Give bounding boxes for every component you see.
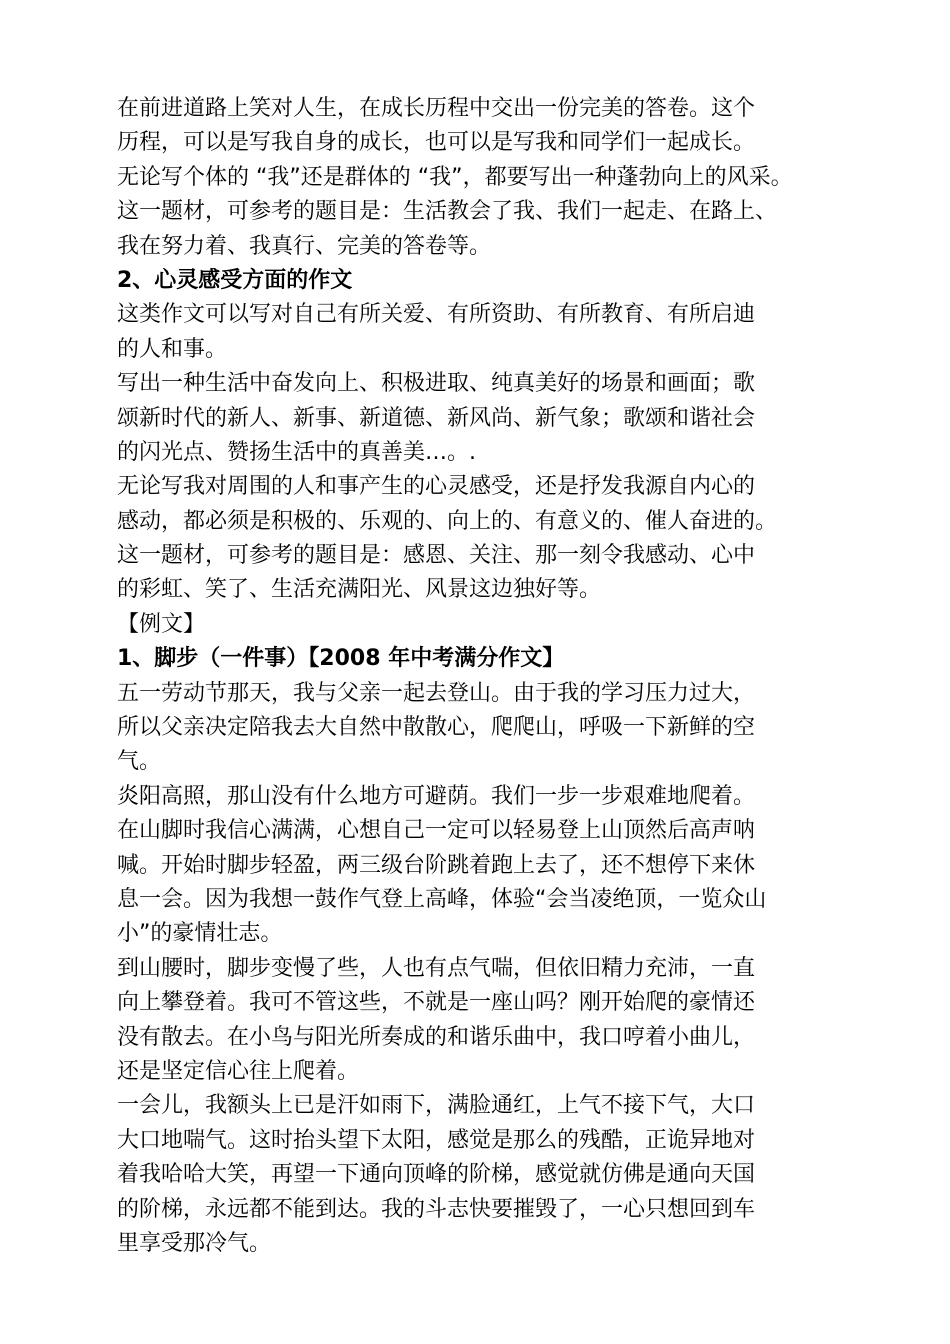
text-line: 所以父亲决定陪我去大自然中散散心，爬爬山，呼吸一下新鲜的空 — [117, 715, 756, 741]
text-line: 的彩虹、笑了、生活充满阳光、风景这边独好等。 — [117, 577, 602, 603]
text-line: 到山腰时，脚步变慢了些，人也有点气喘，但依旧精力充沛，一直 — [117, 955, 756, 981]
text-line: 颂新时代的新人、新事、新道德、新风尚、新气象；歌颂和谐社会 — [117, 405, 756, 431]
text-line: 没有散去。在小鸟与阳光所奏成的和谐乐曲中，我口哼着小曲儿， — [117, 1024, 756, 1050]
text-line: 感动，都必须是积极的、乐观的、向上的、有意义的、催人奋进的。 — [117, 508, 778, 534]
section-heading: 2、心灵感受方面的作文 — [117, 267, 353, 293]
text-line: 小”的豪情壮志。 — [117, 921, 283, 947]
text-line: 历程，可以是写我自身的成长，也可以是写我和同学们一起成长。 — [117, 130, 756, 156]
text-line: 的人和事。 — [117, 336, 228, 362]
document-body — [117, 92, 843, 1261]
text-line: 无论写我对周围的人和事产生的心灵感受，还是抒发我源自内心的 — [117, 474, 756, 500]
text-line: 五一劳动节那天，我与父亲一起去登山。由于我的学习压力过大， — [117, 680, 756, 706]
text-line: 我在努力着、我真行、完美的答卷等。 — [117, 233, 492, 259]
text-line: 这类作文可以写对自己有所关爱、有所资助、有所教育、有所启迪 — [117, 302, 756, 328]
text-line: 在山脚时我信心满满，心想自己一定可以轻易登上山顶然后高声呐 — [117, 818, 756, 844]
text-line: 炎阳高照，那山没有什么地方可避荫。我们一步一步艰难地爬着。 — [117, 783, 756, 809]
text-line: 一会儿，我额头上已是汗如雨下，满脸通红，上气不接下气，大口 — [117, 1093, 756, 1119]
text-line: 这一题材，可参考的题目是：生活教会了我、我们一起走、在路上、 — [117, 199, 778, 225]
text-line: 喊。开始时脚步轻盈，两三级台阶跳着跑上去了，还不想停下来休 — [117, 852, 756, 878]
text-line: 气。 — [117, 749, 162, 775]
text-line: 里享受那冷气。 — [117, 1230, 272, 1256]
text-line: 写出一种生活中奋发向上、积极进取、纯真美好的场景和画面；歌 — [117, 371, 756, 397]
text-line: 大口地喘气。这时抬头望下太阳，感觉是那么的残酷，正诡异地对 — [117, 1127, 756, 1153]
text-line: 着我哈哈大笑，再望一下通向顶峰的阶梯，感觉就仿佛是通向天国 — [117, 1162, 756, 1188]
example-heading: 【例文】 — [117, 611, 206, 637]
text-line: 的阶梯，永远都不能到达。我的斗志快要摧毁了，一心只想回到车 — [117, 1196, 756, 1222]
text-line: 向上攀登着。我可不管这些，不就是一座山吗？刚开始爬的豪情还 — [117, 990, 756, 1016]
text-line: 的闪光点、赞扬生活中的真善美…。. — [117, 439, 476, 465]
text-line: 无论写个体的 “我”还是群体的 “我”，都要写出一种蓬勃向上的风采。 — [117, 164, 793, 190]
text-line: 在前进道路上笑对人生，在成长历程中交出一份完美的答卷。这个 — [117, 96, 756, 121]
essay-title: 1、脚步（一件事）【2008 年中考满分作文】 — [117, 646, 565, 672]
text-line: 息一会。因为我想一鼓作气登上高峰，体验“会当凌绝顶，一览众山 — [117, 886, 767, 912]
text-line: 还是坚定信心往上爬着。 — [117, 1058, 360, 1084]
text-line: 这一题材，可参考的题目是：感恩、关注、那一刻令我感动、心中 — [117, 543, 756, 569]
